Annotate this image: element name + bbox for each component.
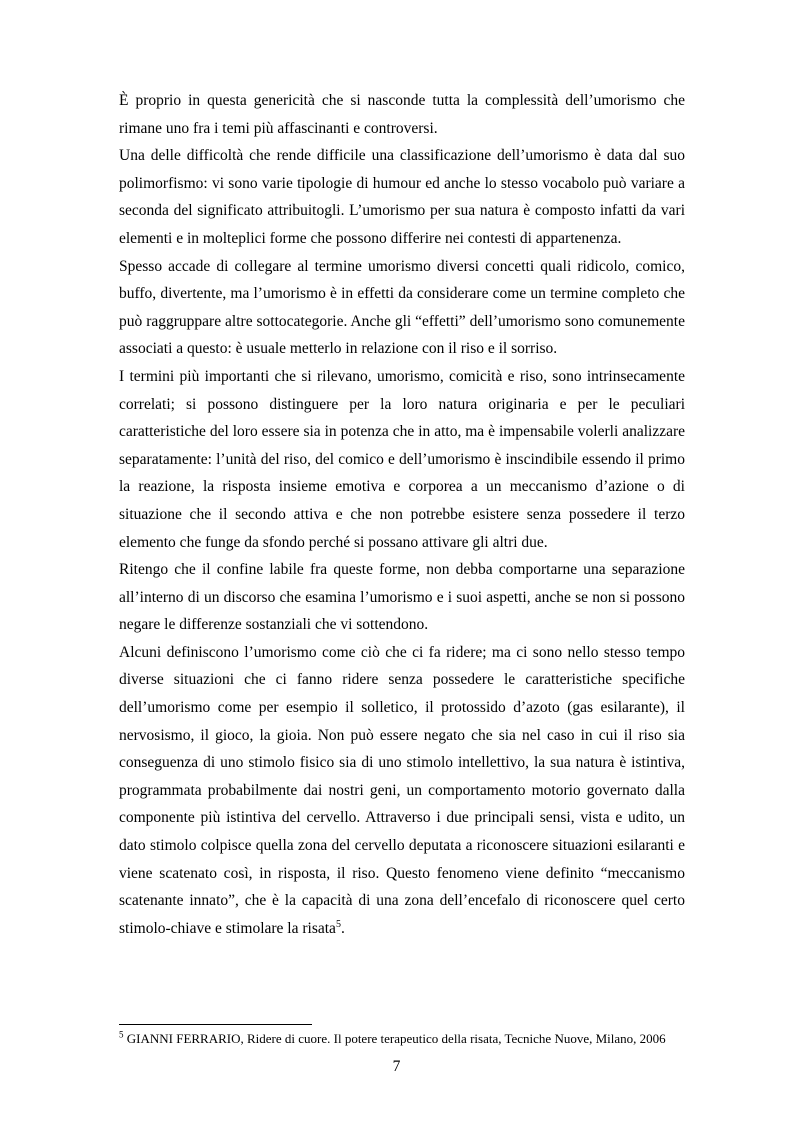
paragraph-4: I termini più importanti che si rilevano, umorismo, comicità e riso, sono intrinsecamente correlati; si possono distinguere per la loro natura originaria e per le peculiari caratteristiche del loro essere sia in potenza che in atto, ma è impensabile volerli analizzare separatamente: l’unità del riso, del comico e dell’umorismo è inscindibile essendo il primo la reazione, la risposta insieme emotiva e corporea a un meccanismo d’azione o di situazione che il secondo attiva e che non potrebbe esistere senza possedere il terzo elemento che funge da sfondo perché si possano attivare gli altri due. (119, 367, 685, 551)
paragraph-2: Una delle difficoltà che rende difficile una classificazione dell’umorismo è data dal suo polimorfismo: vi sono varie tipologie di humour ed anche lo stesso vocabolo può variare a seconda del significato attribuitogli. L’umorismo per sua natura è composto infatti da vari elementi e in molteplici forme che possono differire nei contesti di appartenenza. (119, 147, 685, 247)
footnote-separator (119, 1024, 312, 1025)
paragraph-1: È proprio in questa genericità che si nasconde tutta la complessità dell’umorismo che rimane uno fra i temi più affascinanti e controversi. (119, 92, 685, 137)
footnote-text: GIANNI FERRARIO, Ridere di cuore. Il potere terapeutico della risata, Tecniche Nuove, Milano, 2006 (123, 1031, 666, 1046)
footnote-mark: 5 (119, 1029, 124, 1040)
footnote-reference[interactable]: 5 (335, 918, 341, 930)
page-number: 7 (392, 1058, 401, 1075)
footnote (119, 1030, 689, 1047)
paragraph-6-text: Alcuni definiscono l’umorismo come ciò che ci fa ridere; ma ci sono nello stesso tempo diverse situazioni che ci fanno ridere senza possedere le caratteristiche specifiche dell’umorismo come per esempio il solletico, il protossido d’azoto (gas esilarante), il nervosismo, il gioco, la gioia. Non può essere negato che sia nel caso in cui il riso sia conseguenza di uno stimolo fisico sia di uno stimolo intellettivo, la sua natura è istintiva, programmata probabilmente dai nostri geni, un comportamento motorio governato dalla componente più istintiva del cervello. Attraverso i due principali sensi, vista e udito, un dato stimolo colpisce quella zona del cervello deputata a riconoscere situazioni esilaranti e viene scatenato così, in risposta, il riso. Questo fenomeno viene definito “meccanismo scatenante innato”, che è la capacità di una zona dell’encefalo di riconoscere quel certo stimolo-chiave e stimolare la risata (119, 643, 685, 937)
paragraph-3: Spesso accade di collegare al termine umorismo diversi concetti quali ridicolo, comico, buffo, divertente, ma l’umorismo è in effetti da considerare come un termine completo che può raggruppare altre sottocategorie. Anche gli “effetti” dell’umorismo sono comunemente associati a questo: è usuale metterlo in relazione con il riso e il sorriso. (119, 257, 685, 358)
paragraph-5: Ritengo che il confine labile fra queste forme, non debba comportarne una separazione all’interno di un discorso che esamina l’umorismo e i suoi aspetti, anche se non si possono negare le differenze sostanziali che vi sottendono. (119, 561, 685, 634)
paragraph-6 (119, 639, 685, 943)
page-body (119, 87, 685, 942)
paragraph-6-end: . (340, 919, 345, 937)
